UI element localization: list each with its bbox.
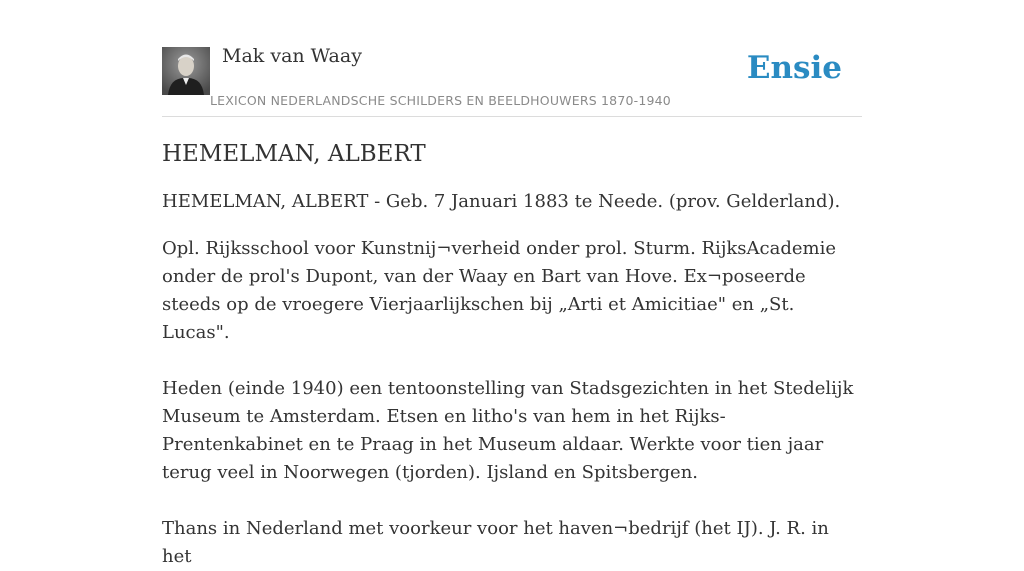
article-lead: HEMELMAN, ALBERT - Geb. 7 Januari 1883 te Neede. (prov. Gelderland).	[162, 191, 841, 212]
author-name-link[interactable]: Mak van Waay	[222, 45, 362, 67]
article-title: HEMELMAN, ALBERT	[162, 141, 426, 167]
author-avatar[interactable]	[162, 47, 210, 95]
article-header	[162, 44, 862, 117]
ensie-logo[interactable]: Ensie	[746, 50, 842, 86]
lexicon-title-link[interactable]: LEXICON NEDERLANDSCHE SCHILDERS EN BEELDHOUWERS 1870-1940	[210, 93, 671, 108]
article-body: Opl. Rijksschool voor Kunstnij¬verheid onder prol. Sturm. RijksAcademie onder de prol's Dupont, van der Waay en Bart van Hove. Ex¬poseerde steeds op de vroegere Vierjaarlijkschen bij „Arti et Amicitiae" en „St. Lucas". Heden (einde 1940) een tentoonstelling van Stadsgezichten in het Stedelijk Museum te Amsterdam. Etsen en litho's van hem in het Rijks-Prentenkabinet en te Praag in het Museum aldaar. Werkte voor tien jaar terug veel in Noorwegen (tjorden). Ijsland en Spitsbergen. Thans in Nederland met voorkeur voor het haven¬bedrijf (het IJ). J. R. in het	[162, 238, 854, 567]
author-portrait-icon	[162, 47, 210, 95]
article-content	[162, 137, 862, 571]
